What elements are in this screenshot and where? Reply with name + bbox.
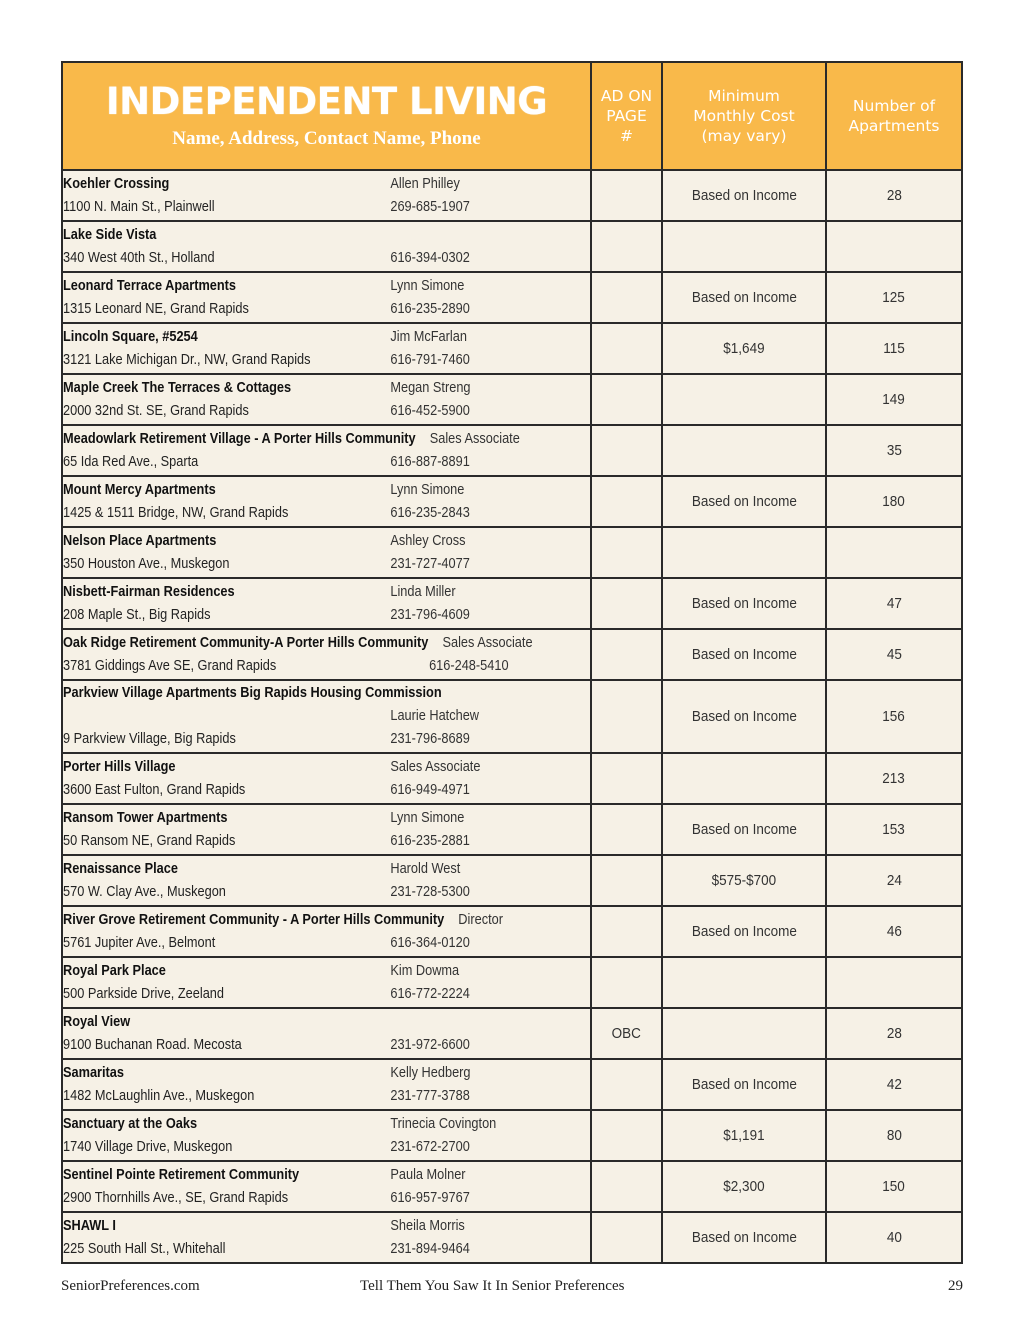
min-cost-value: Based on Income (691, 1229, 797, 1246)
min-cost-cell (662, 1059, 826, 1110)
num-apartments-value: 45 (886, 646, 902, 663)
listing-name: Porter Hills Village (63, 758, 176, 775)
header-ad-on-page: AD ON PAGE # (591, 62, 662, 170)
min-cost-value: $1,649 (723, 340, 765, 357)
table-row (62, 476, 962, 527)
listing-phone: 616-394-0302 (390, 249, 470, 266)
min-cost-cell (662, 170, 826, 221)
listing-phone: 616-235-2843 (390, 504, 470, 521)
listing-info-cell (62, 629, 591, 680)
listing-phone: 231-777-3788 (390, 1087, 470, 1104)
listing-address: 65 Ida Red Ave., Sparta (63, 453, 199, 470)
num-apartments-value: 125 (882, 289, 906, 306)
listing-address: 500 Parkside Drive, Zeeland (63, 985, 225, 1002)
listing-phone: 616-957-9767 (390, 1189, 470, 1206)
num-apartments-cell (826, 374, 962, 425)
ad-on-page-cell (591, 1212, 662, 1263)
min-cost-cell (662, 1008, 826, 1059)
page-subtitle: Name, Address, Contact Name, Phone (172, 128, 481, 149)
num-apartments-cell (826, 1212, 962, 1263)
listing-address: 340 West 40th St., Holland (63, 249, 215, 266)
min-cost-cell (662, 578, 826, 629)
listing-address: 225 South Hall St., Whitehall (63, 1240, 226, 1257)
num-apartments-value: 47 (886, 595, 902, 612)
listing-phone: 269-685-1907 (390, 198, 470, 215)
listing-name: Ransom Tower Apartments (63, 809, 228, 826)
min-cost-cell (662, 476, 826, 527)
footer-tagline: Tell Them You Saw It In Senior Preferences (360, 1278, 625, 1294)
listing-contact: Harold West (390, 860, 461, 877)
listing-name: Sanctuary at the Oaks (63, 1115, 198, 1132)
min-cost-cell (662, 629, 826, 680)
min-cost-value: Based on Income (691, 923, 797, 940)
listing-contact: Megan Streng (390, 379, 471, 396)
ad-on-page-cell (591, 753, 662, 804)
num-apartments-value: 213 (882, 770, 906, 787)
num-apartments-cell (826, 527, 962, 578)
listing-phone: 616-949-4971 (390, 781, 470, 798)
num-apartments-cell (826, 804, 962, 855)
listing-phone: 616-791-7460 (390, 351, 470, 368)
listing-info-cell (62, 374, 591, 425)
ad-on-page-value: OBC (611, 1025, 642, 1042)
listing-contact: Sheila Morris (390, 1217, 465, 1234)
listing-name: Meadowlark Retirement Village - A Porter Hills Community (63, 430, 416, 447)
listing-info-cell (62, 527, 591, 578)
listing-phone: 616-452-5900 (390, 402, 470, 419)
listing-address: 5761 Jupiter Ave., Belmont (63, 934, 216, 951)
num-apartments-cell (826, 221, 962, 272)
ad-on-page-cell (591, 221, 662, 272)
listing-address: 9 Parkview Village, Big Rapids (63, 731, 236, 747)
page-number: 29 (948, 1278, 963, 1294)
num-apartments-value: 28 (886, 187, 902, 204)
ad-on-page-cell (591, 1161, 662, 1212)
listing-phone: 616-364-0120 (390, 934, 470, 951)
table-row (62, 425, 962, 476)
ad-on-page-cell (591, 1059, 662, 1110)
num-apartments-value: 149 (882, 391, 906, 408)
min-cost-cell (662, 374, 826, 425)
ad-on-page-cell (591, 578, 662, 629)
listing-address: 3600 East Fulton, Grand Rapids (63, 781, 246, 798)
num-apartments-value: 35 (886, 442, 902, 459)
header-name-column (62, 62, 591, 170)
listing-contact: Kim Dowma (390, 962, 460, 979)
num-apartments-value: 24 (886, 872, 902, 889)
min-cost-value: Based on Income (691, 493, 797, 510)
listing-info-cell (62, 906, 591, 957)
listing-info-cell (62, 323, 591, 374)
listing-contact: Ashley Cross (390, 532, 466, 549)
ad-on-page-cell (591, 476, 662, 527)
ad-on-page-cell (591, 906, 662, 957)
listing-name: Maple Creek The Terraces & Cottages (63, 379, 292, 396)
table-row (62, 170, 962, 221)
table-row (62, 1161, 962, 1212)
num-apartments-cell (826, 855, 962, 906)
num-apartments-cell (826, 753, 962, 804)
table-row (62, 221, 962, 272)
listing-contact: Lynn Simone (390, 809, 465, 826)
min-cost-cell (662, 1212, 826, 1263)
table-row (62, 804, 962, 855)
listing-info-cell (62, 804, 591, 855)
listing-name: Oak Ridge Retirement Community-A Porter Hills Community (63, 634, 429, 651)
min-cost-cell (662, 323, 826, 374)
listing-info-cell (62, 1008, 591, 1059)
listing-name: Royal View (63, 1013, 131, 1030)
header-min-cost: Minimum Monthly Cost (may vary) (662, 62, 826, 170)
min-cost-cell (662, 272, 826, 323)
listing-name: Mount Mercy Apartments (63, 481, 216, 498)
listing-name: Lake Side Vista (63, 226, 157, 243)
num-apartments-cell (826, 272, 962, 323)
min-cost-cell (662, 527, 826, 578)
listing-info-cell (62, 753, 591, 804)
num-apartments-value: 153 (882, 821, 906, 838)
min-cost-value: $575-$700 (711, 872, 777, 889)
min-cost-cell (662, 957, 826, 1008)
num-apartments-value: 115 (883, 340, 905, 357)
listing-info-cell (62, 680, 591, 753)
page-title: INDEPENDENT LIVING (105, 80, 548, 123)
listing-info-cell (62, 578, 591, 629)
table-row (62, 753, 962, 804)
listing-phone: 616-248-5410 (429, 657, 509, 674)
num-apartments-value: 40 (886, 1229, 902, 1246)
min-cost-value: Based on Income (691, 1076, 797, 1093)
table-row (62, 957, 962, 1008)
listing-phone: 231-972-6600 (390, 1036, 470, 1053)
listing-info-cell (62, 957, 591, 1008)
min-cost-value: Based on Income (691, 289, 797, 306)
listing-phone: 616-235-2881 (390, 832, 470, 849)
listing-phone: 231-672-2700 (390, 1138, 470, 1155)
min-cost-value: Based on Income (691, 708, 797, 725)
listing-address: 1740 Village Drive, Muskegon (63, 1138, 233, 1155)
listing-address: 1425 & 1511 Bridge, NW, Grand Rapids (63, 504, 289, 521)
num-apartments-cell (826, 1008, 962, 1059)
ad-on-page-cell (591, 425, 662, 476)
min-cost-cell (662, 680, 826, 753)
table-row (62, 374, 962, 425)
listing-contact: Sales Associate (442, 634, 533, 651)
listing-contact: Director (458, 911, 503, 928)
num-apartments-value: 46 (886, 923, 902, 940)
ad-on-page-cell (591, 527, 662, 578)
num-apartments-cell (826, 906, 962, 957)
ad-on-page-cell (591, 957, 662, 1008)
min-cost-value: $2,300 (723, 1178, 765, 1195)
min-cost-cell (662, 1161, 826, 1212)
listing-name: Nisbett-Fairman Residences (63, 583, 235, 600)
num-apartments-value: 42 (886, 1076, 902, 1093)
num-apartments-cell (826, 957, 962, 1008)
num-apartments-value: 150 (882, 1178, 906, 1195)
min-cost-value: Based on Income (691, 187, 797, 204)
listing-contact: Paula Molner (390, 1166, 466, 1183)
listing-address: 1315 Leonard NE, Grand Rapids (63, 300, 249, 317)
num-apartments-cell (826, 680, 962, 753)
num-apartments-cell (826, 476, 962, 527)
ad-on-page-cell (591, 323, 662, 374)
min-cost-cell (662, 753, 826, 804)
num-apartments-value: 156 (882, 708, 906, 725)
listing-info-cell (62, 221, 591, 272)
ad-on-page-cell (591, 374, 662, 425)
table-row (62, 1008, 962, 1059)
num-apartments-cell (826, 323, 962, 374)
table-row (62, 323, 962, 374)
num-apartments-cell (826, 170, 962, 221)
table-row (62, 1059, 962, 1110)
num-apartments-value: 180 (882, 493, 906, 510)
listing-contact: Lynn Simone (390, 481, 465, 498)
listing-info-cell (62, 425, 591, 476)
footer-site: SeniorPreferences.com (61, 1278, 200, 1294)
table-row (62, 906, 962, 957)
ad-on-page-cell (591, 1110, 662, 1161)
listing-name: Parkview Village Apartments Big Rapids Housing Commission (63, 685, 442, 701)
listing-name: Koehler Crossing (63, 175, 170, 192)
listing-name: Nelson Place Apartments (63, 532, 217, 549)
listing-info-cell (62, 1161, 591, 1212)
num-apartments-cell (826, 1059, 962, 1110)
listing-info-cell (62, 170, 591, 221)
ad-on-page-cell (591, 804, 662, 855)
listing-phone: 231-727-4077 (390, 555, 470, 572)
listing-contact: Sales Associate (390, 758, 481, 775)
table-row (62, 527, 962, 578)
listing-contact: Kelly Hedberg (390, 1064, 471, 1081)
num-apartments-cell (826, 629, 962, 680)
listing-name: River Grove Retirement Community - A Porter Hills Community (63, 911, 445, 928)
listing-address: 2000 32nd St. SE, Grand Rapids (63, 402, 249, 419)
listing-info-cell (62, 1110, 591, 1161)
listing-address: 1482 McLaughlin Ave., Muskegon (63, 1087, 255, 1104)
listing-address: 350 Houston Ave., Muskegon (63, 555, 230, 572)
num-apartments-cell (826, 425, 962, 476)
listing-contact: Trinecia Covington (390, 1115, 497, 1132)
table-header-row (62, 62, 962, 170)
listing-contact: Linda Miller (390, 583, 456, 600)
num-apartments-cell (826, 1161, 962, 1212)
min-cost-value: Based on Income (691, 646, 797, 663)
listing-address: 2900 Thornhills Ave., SE, Grand Rapids (63, 1189, 289, 1206)
listing-phone: 231-728-5300 (390, 883, 470, 900)
num-apartments-cell (826, 1110, 962, 1161)
min-cost-value: $1,191 (723, 1127, 765, 1144)
page-footer (61, 1278, 963, 1300)
listing-contact: Sales Associate (429, 430, 520, 447)
listing-address: 50 Ransom NE, Grand Rapids (63, 832, 236, 849)
listing-address: 9100 Buchanan Road. Mecosta (63, 1036, 242, 1053)
listing-address: 3781 Giddings Ave SE, Grand Rapids (63, 657, 277, 674)
table-row (62, 855, 962, 906)
table-row (62, 578, 962, 629)
min-cost-cell (662, 221, 826, 272)
independent-living-table (61, 61, 963, 1264)
listing-name: Royal Park Place (63, 962, 166, 979)
ad-on-page-cell (591, 272, 662, 323)
listing-info-cell (62, 272, 591, 323)
num-apartments-value: 28 (886, 1025, 902, 1042)
ad-on-page-cell (591, 1008, 662, 1059)
listing-phone: 616-887-8891 (390, 453, 470, 470)
table-row (62, 680, 962, 753)
listing-phone: 231-796-8689 (390, 731, 470, 747)
listing-name: Lincoln Square, #5254 (63, 328, 198, 345)
header-num-apartments: Number of Apartments (826, 62, 962, 170)
table-row (62, 629, 962, 680)
listing-phone: 616-772-2224 (390, 985, 470, 1002)
listing-address: 570 W. Clay Ave., Muskegon (63, 883, 226, 900)
min-cost-cell (662, 1110, 826, 1161)
table-row (62, 272, 962, 323)
min-cost-cell (662, 425, 826, 476)
ad-on-page-cell (591, 170, 662, 221)
table-row (62, 1110, 962, 1161)
listing-name: Renaissance Place (63, 860, 178, 877)
listing-contact: Allen Philley (390, 175, 460, 192)
listing-name: Leonard Terrace Apartments (63, 277, 237, 294)
listing-info-cell (62, 476, 591, 527)
listing-name: Sentinel Pointe Retirement Community (63, 1166, 300, 1183)
min-cost-cell (662, 804, 826, 855)
listing-contact: Jim McFarlan (390, 328, 467, 345)
listing-address: 208 Maple St., Big Rapids (63, 606, 211, 623)
ad-on-page-cell (591, 855, 662, 906)
num-apartments-value: 80 (886, 1127, 902, 1144)
listing-info-cell (62, 855, 591, 906)
listing-name: Samaritas (63, 1064, 125, 1081)
min-cost-value: Based on Income (691, 821, 797, 838)
listing-phone: 616-235-2890 (390, 300, 470, 317)
listing-info-cell (62, 1059, 591, 1110)
ad-on-page-cell (591, 680, 662, 753)
table-row (62, 1212, 962, 1263)
listing-info-cell (62, 1212, 591, 1263)
listing-address: 3121 Lake Michigan Dr., NW, Grand Rapids (63, 351, 311, 368)
listing-name: SHAWL I (63, 1217, 116, 1234)
listing-phone: 231-796-4609 (390, 606, 470, 623)
listing-address: 1100 N. Main St., Plainwell (63, 198, 215, 215)
min-cost-cell (662, 855, 826, 906)
ad-on-page-cell (591, 629, 662, 680)
listing-contact: Lynn Simone (390, 277, 465, 294)
min-cost-cell (662, 906, 826, 957)
min-cost-value: Based on Income (691, 595, 797, 612)
num-apartments-cell (826, 578, 962, 629)
listing-contact: Laurie Hatchew (390, 708, 480, 724)
listing-phone: 231-894-9464 (390, 1240, 470, 1257)
